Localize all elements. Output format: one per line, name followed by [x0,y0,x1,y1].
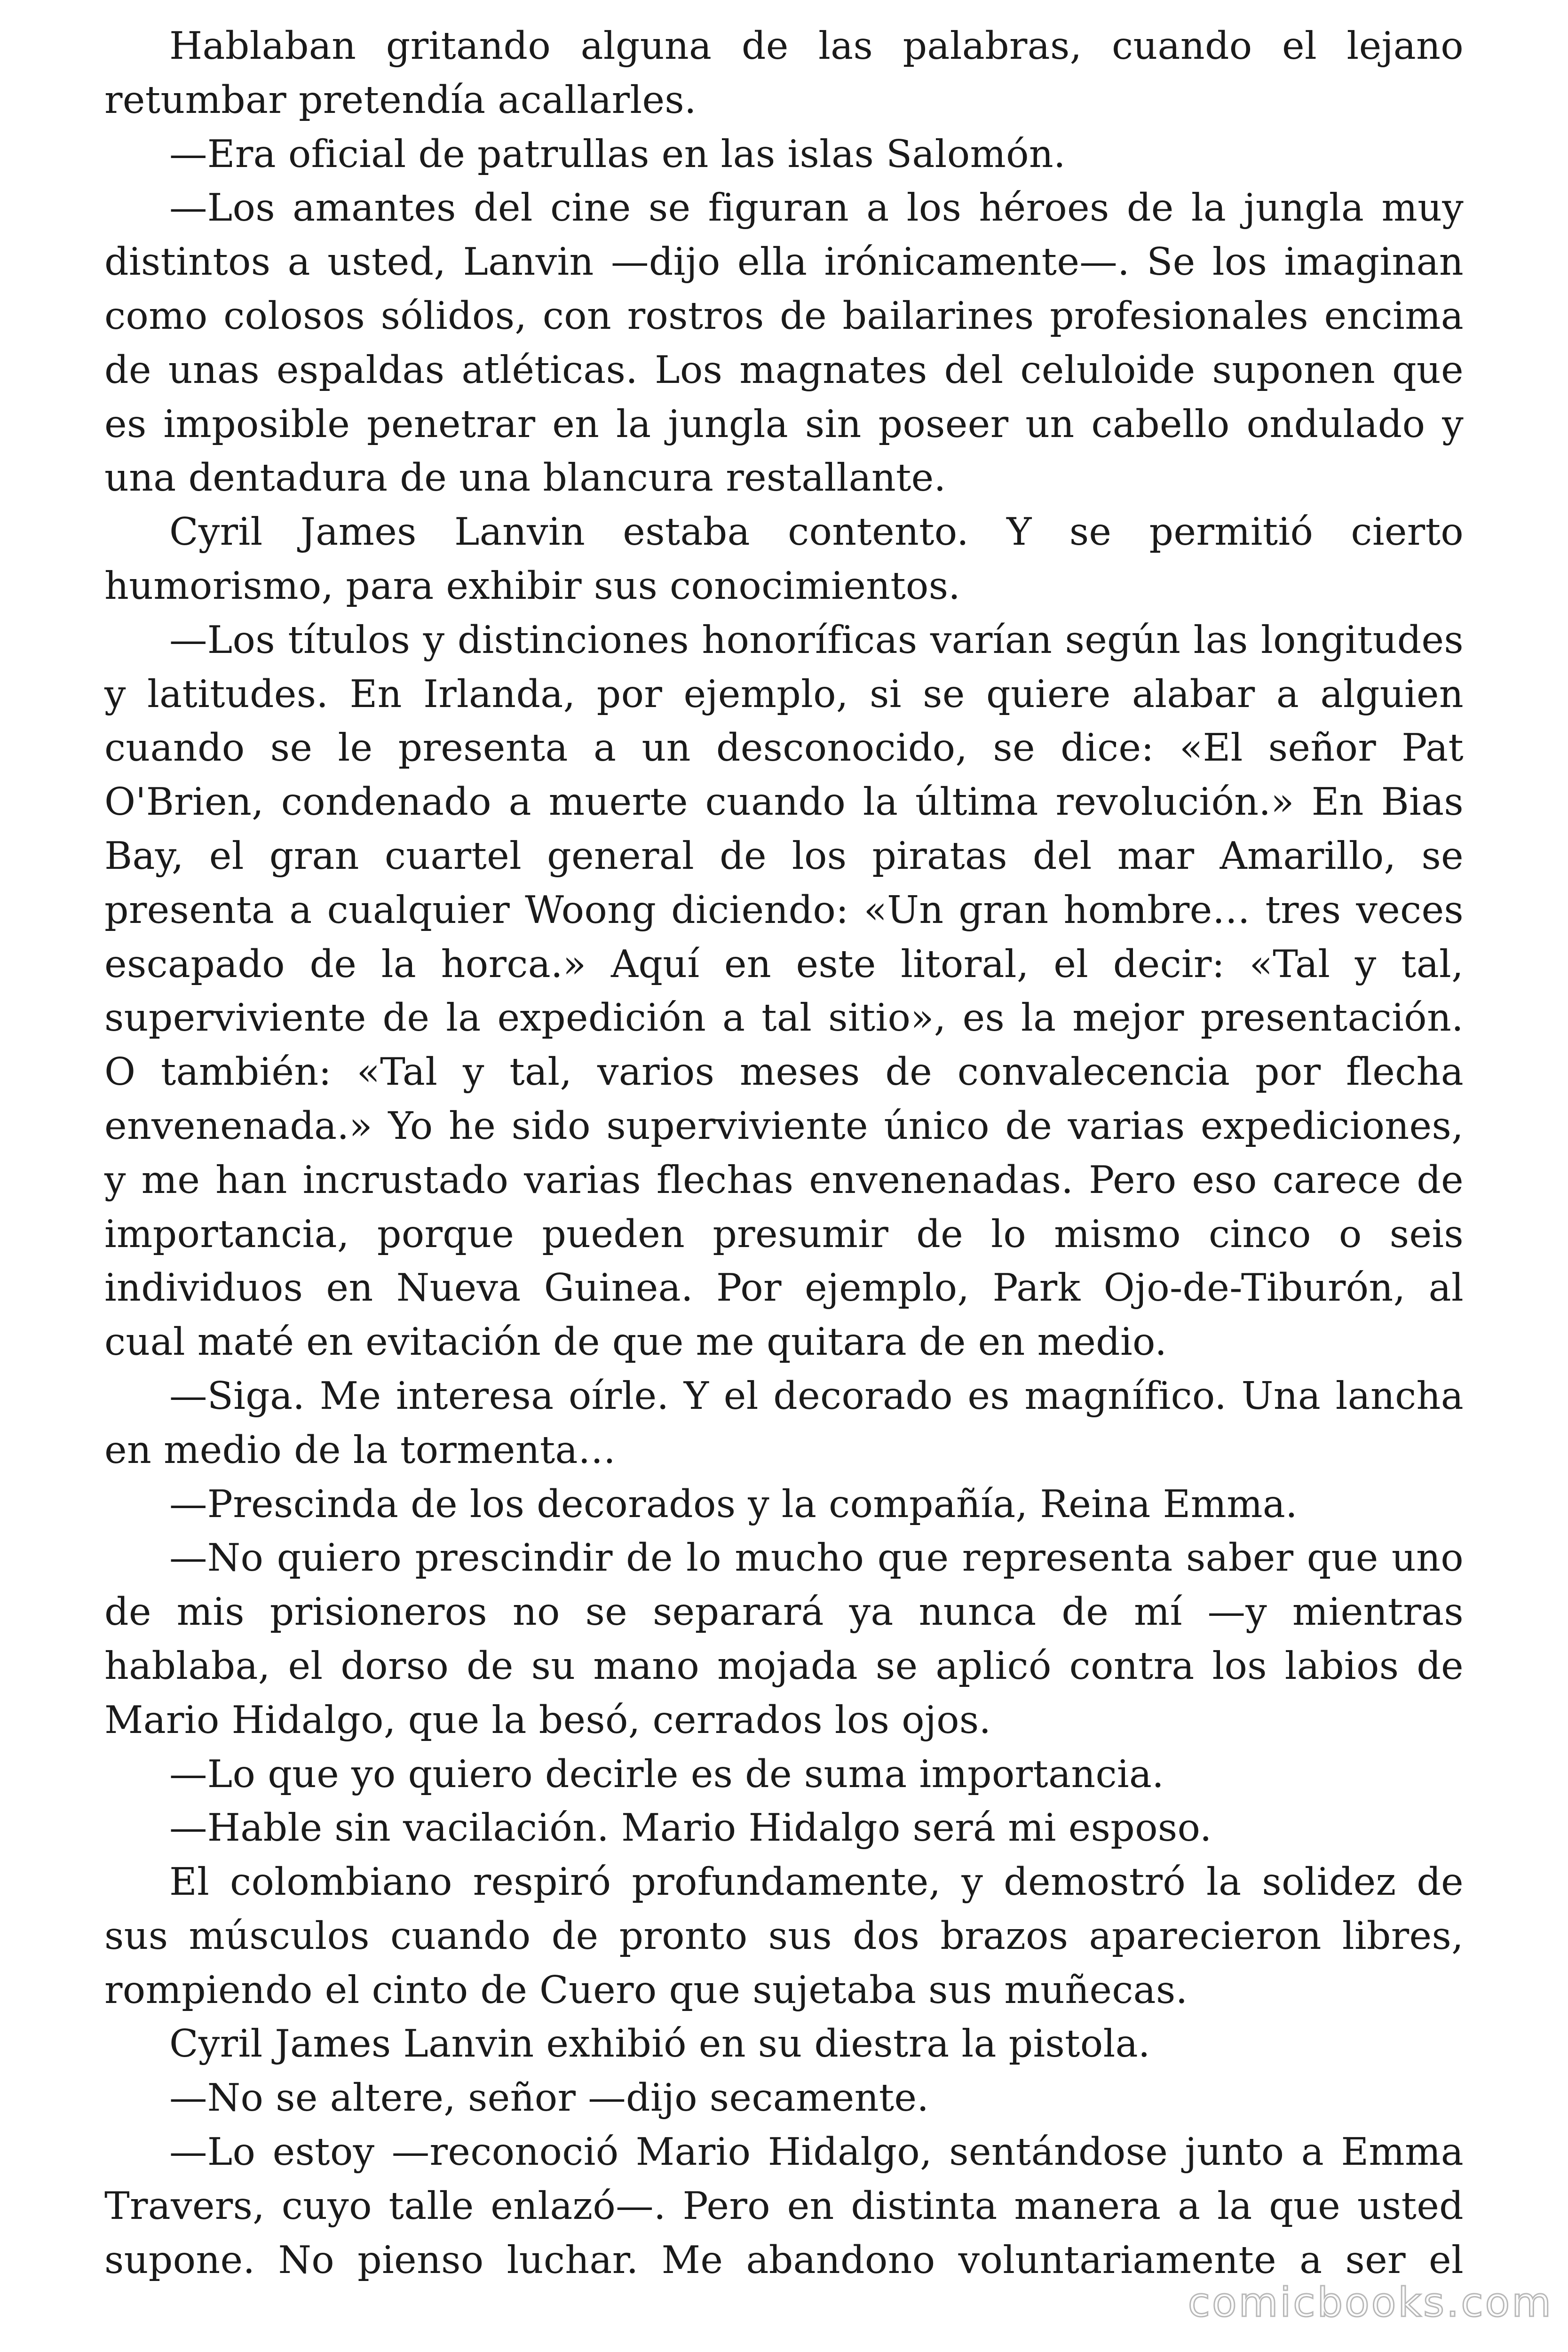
paragraph: —Prescinda de los decorados y la compañía, Reina Emma. [169,1481,1298,1526]
paragraph: —Era oficial de patrullas en las islas Salomón. [169,131,1066,176]
paragraph: —No se altere, señor —dijo secamente. [169,2075,929,2120]
paragraph: Cyril James Lanvin estaba contento. Y se permitió cierto humorismo, para exhibir sus conocimientos. [104,509,1464,608]
paragraph: —Los amantes del cine se figuran a los héroes de la jungla muy distintos a usted, Lanvin —dijo ella irónicamente—. Se los imaginan como colosos sólidos, con rostros de bailarines profesionales encima de unas espaldas atléticas. Los magnates del celuloide suponen que es imposible penetrar en la jungla sin poseer un cabello ondulado y una dentadura de una blancura restallante. [104,185,1464,500]
paragraph: Hablaban gritando alguna de las palabras, cuando el lejano retumbar pretendía acallarles. [104,24,1464,122]
paragraph: —Hable sin vacilación. Mario Hidalgo será mi esposo. [169,1805,1212,1850]
watermark-logo: comicbooks.com [1188,2279,1553,2326]
paragraph: —Lo estoy —reconoció Mario Hidalgo, sentándose junto a Emma Travers, cuyo talle enlazó—. Pero en distinta manera a la que usted supone. No pienso luchar. Me abandono voluntariamente a ser el [104,2130,1464,2282]
paragraph: —Siga. Me interesa oírle. Y el decorado es magnífico. Una lancha en medio de la tormenta… [104,1373,1464,1472]
paragraph: —Los títulos y distinciones honoríficas varían según las longitudes y latitudes. En Irlanda, por ejemplo, si se quiere alabar a alguien cuando se le presenta a un desconocido, se dice: «El señor Pat O'Brien, condenado a muerte cuando la última revolución.» En Bias Bay, el gran cuartel general de los piratas del mar Amarillo, se presenta a cualquier Woong diciendo: «Un gran hombre… tres veces escapado de la horca.» Aquí en este litoral, el decir: «Tal y tal, superviviente de la expedición a tal sitio», es la mejor presentación. O también: «Tal y tal, varios meses de convalecencia por flecha envenenada.» Yo he sido superviviente único de varias expediciones, y me han incrustado varias flechas envenenadas. Pero eso carece de importancia, porque pueden presumir de lo mismo cinco o seis individuos en Nueva Guinea. Por ejemplo, Park Ojo-de-Tiburón, al cual maté en evitación de que me quitara de en medio. [104,617,1464,1364]
paragraph: —No quiero prescindir de lo mucho que representa saber que uno de mis prisioneros no se separará ya nunca de mí —y mientras hablaba, el dorso de su mano mojada se aplicó contra los labios de Mario Hidalgo, que la besó, cerrados los ojos. [104,1535,1464,1742]
paragraph: El colombiano respiró profundamente, y demostró la solidez de sus músculos cuando de pronto sus dos brazos aparecieron libres, rompiendo el cinto de Cuero que sujetaba sus muñecas. [104,1859,1464,2012]
page-text-body [104,19,1464,2287]
paragraph: Cyril James Lanvin exhibió en su diestra la pistola. [169,2021,1150,2066]
paragraph: —Lo que yo quiero decirle es de suma importancia. [169,1751,1164,1796]
